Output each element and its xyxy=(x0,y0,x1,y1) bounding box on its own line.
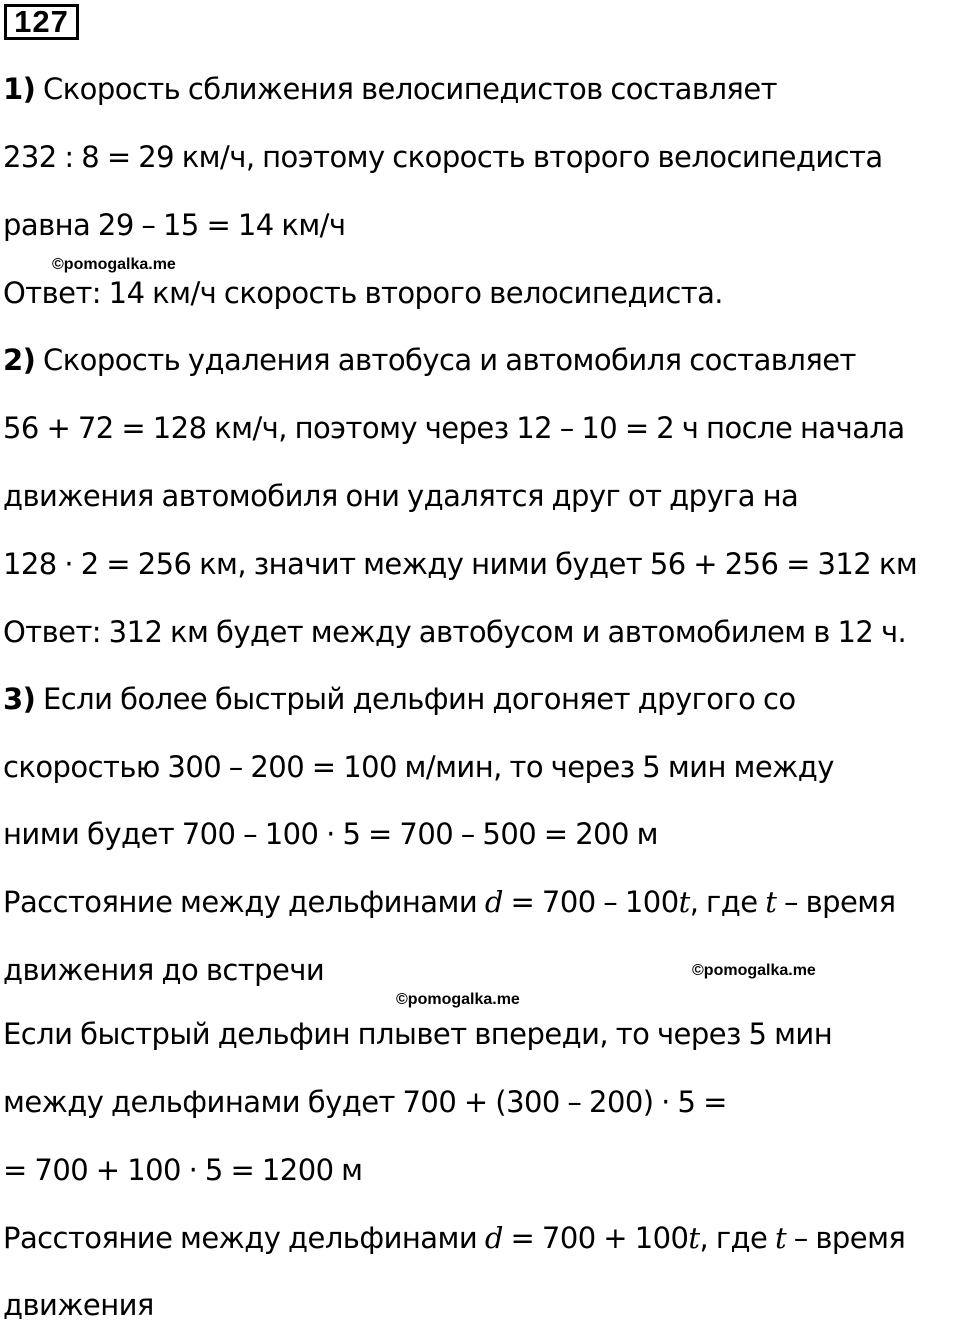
line-text: , где xyxy=(689,885,766,919)
solution-line: ними будет 700 – 100 · 5 = 700 – 500 = 200 м xyxy=(3,817,658,851)
line-text: Если более быстрый дельфин догоняет другого со xyxy=(35,682,796,716)
solution-line: 56 + 72 = 128 км/ч, поэтому через 12 – 10 = 2 ч после начала xyxy=(3,411,905,445)
answer-line: Ответ: 14 км/ч скорость второго велосипедиста. xyxy=(3,276,723,310)
line-text: – время xyxy=(786,1221,906,1255)
solution-line: движения xyxy=(3,1288,154,1322)
line-text: Расстояние между дельфинами xyxy=(3,885,485,919)
solution-line: 232 : 8 = 29 км/ч, поэтому скорость второго велосипедиста xyxy=(3,140,883,174)
answer-line: Ответ: 312 км будет между автобусом и автомобилем в 12 ч. xyxy=(3,615,907,649)
line-text: = 700 + 100 xyxy=(502,1221,689,1255)
solution-line: движения до встречи xyxy=(3,953,325,987)
solution-line xyxy=(3,342,856,378)
variable-t: t xyxy=(765,885,777,919)
line-text: Скорость сближения велосипедистов составляет xyxy=(35,72,777,106)
part-number: 3) xyxy=(3,682,36,716)
variable-t: t xyxy=(775,1221,787,1255)
solution-line: скоростью 300 – 200 = 100 м/мин, то через 5 мин между xyxy=(3,750,834,784)
solution-line: движения автомобиля они удалятся друг от друга на xyxy=(3,479,799,513)
line-text: Скорость удаления автобуса и автомобиля составляет xyxy=(35,343,856,377)
variable-t: t xyxy=(678,885,690,919)
line-text: Расстояние между дельфинами xyxy=(3,1221,485,1255)
variable-t: t xyxy=(688,1221,700,1255)
problem-number: 127 xyxy=(4,4,79,40)
part-number: 2) xyxy=(3,343,36,377)
watermark: ©pomogalka.me xyxy=(52,256,176,273)
part-number: 1) xyxy=(3,72,36,106)
solution-line xyxy=(3,681,796,717)
solution-line xyxy=(3,71,777,107)
variable-d: d xyxy=(484,1221,503,1255)
solution-line: равна 29 – 15 = 14 км/ч xyxy=(3,208,346,242)
line-text: , где xyxy=(699,1221,775,1255)
line-text: – время xyxy=(776,885,896,919)
formula-line xyxy=(3,1220,905,1256)
solution-line: между дельфинами будет 700 + (300 – 200) · 5 = xyxy=(3,1085,727,1119)
solution-line: 128 · 2 = 256 км, значит между ними будет 56 + 256 = 312 км xyxy=(3,547,918,581)
watermark: ©pomogalka.me xyxy=(692,962,816,979)
formula-line xyxy=(3,884,896,920)
variable-d: d xyxy=(484,885,503,919)
line-text: = 700 – 100 xyxy=(502,885,679,919)
solution-line: = 700 + 100 · 5 = 1200 м xyxy=(3,1153,363,1187)
solution-line: Если быстрый дельфин плывет впереди, то через 5 мин xyxy=(3,1017,833,1051)
watermark: ©pomogalka.me xyxy=(396,991,520,1008)
